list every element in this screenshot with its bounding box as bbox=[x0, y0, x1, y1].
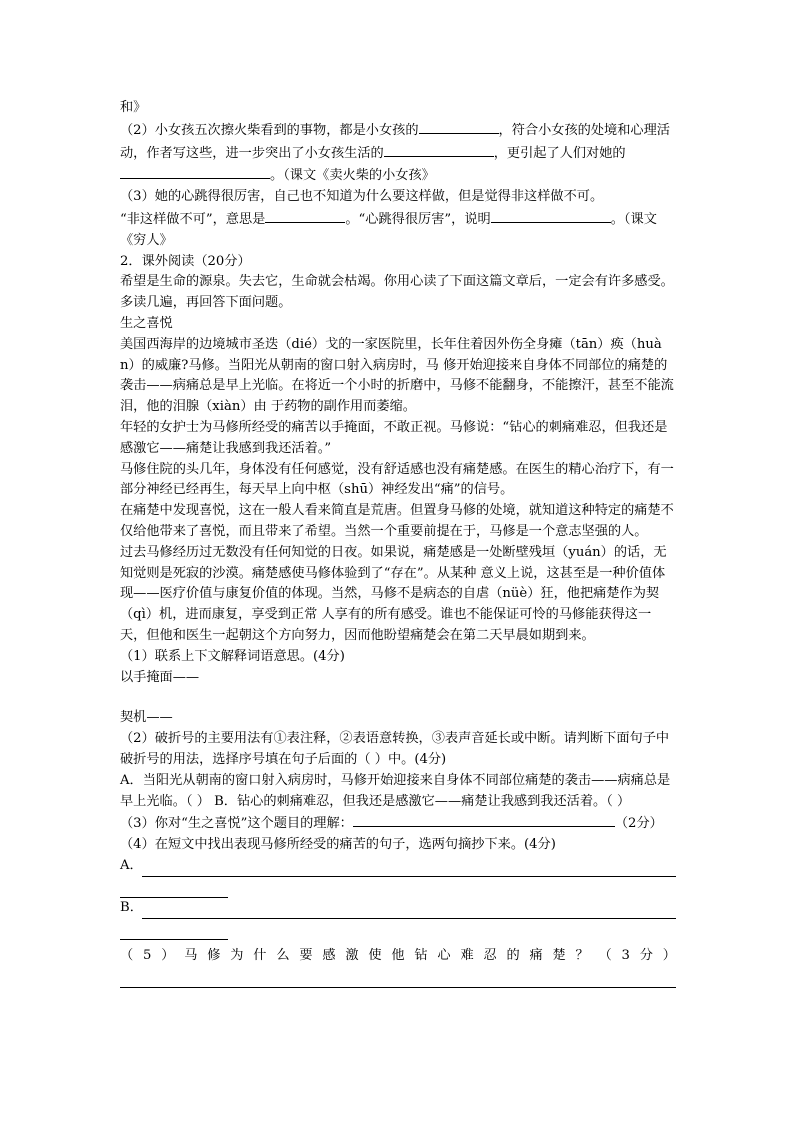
text-segment: ，符合小女孩的处境和心 bbox=[498, 122, 644, 138]
question-5-char: 3 bbox=[621, 947, 630, 963]
question-3 bbox=[120, 812, 676, 835]
document-page bbox=[120, 98, 676, 988]
answer-space[interactable] bbox=[120, 688, 676, 708]
question-5-char: 修 bbox=[207, 947, 221, 963]
text-segment: （3）她的心跳得很厉害，自己也不知道为什么要这样做，但是觉得非这样做不可。 bbox=[120, 189, 604, 205]
question-5-char: 什 bbox=[253, 947, 267, 963]
text-segment: （2分） bbox=[614, 816, 663, 832]
question-5-char: 他 bbox=[391, 947, 405, 963]
article-title: 生之喜悦 bbox=[120, 315, 173, 331]
answer-blank[interactable] bbox=[120, 164, 270, 179]
question-5-char: 难 bbox=[460, 947, 474, 963]
answer-line[interactable] bbox=[142, 860, 676, 877]
text-segment: 文《穷人》 bbox=[120, 211, 657, 248]
article-paragraph: 马修住院的头几年，身体没有任何感觉，没有舒适感也没有痛楚感。在医生的精心治疗下，有一部分神经已经再生，每天早上向中枢（shū）神经发出“痛”的信号。 bbox=[120, 461, 674, 498]
question-5-char: 感 bbox=[322, 947, 336, 963]
question-5-char: （ bbox=[598, 947, 612, 963]
answer-label: B． bbox=[120, 900, 143, 916]
question-5-char: 5 bbox=[143, 947, 152, 963]
question-5-char: ？ bbox=[575, 947, 589, 963]
question-5-char: 分 bbox=[639, 947, 653, 963]
answer-blank[interactable] bbox=[353, 812, 615, 827]
text-segment: （3）你对“生之喜悦”这个题目的理解： bbox=[120, 816, 353, 832]
intro-text bbox=[120, 272, 676, 314]
text-segment: （2）小女孩五次擦火柴看到的事物，都是小女孩的 bbox=[120, 122, 419, 138]
question-2-items: A．当阳光从朝南的窗口射入病房时，马修开始迎接来自身体不同部位痛楚的袭击——病痛总是早上光临。（ ） B．钻心的刺痛难忍，但我还是感激它——痛楚让我感到我还活着。（ ） bbox=[120, 772, 671, 809]
question-5-char: 心 bbox=[437, 947, 451, 963]
question-5-char: 痛 bbox=[529, 947, 543, 963]
answer-blank[interactable] bbox=[491, 208, 611, 223]
article-paragraph: 在痛楚中发现喜悦，这在一般人看来简直是荒唐。但置身马修的处境，就知道这种特定的痛楚不仅给他带来了喜悦，而且带来了希望。当然一个重要前提在于，马修是一个意志坚强的人。 bbox=[120, 503, 674, 539]
answer-row-b bbox=[120, 898, 676, 919]
question-1: （1）联系上下文解释词语意思。(4分) bbox=[120, 648, 345, 664]
question-5-char: 马 bbox=[184, 947, 198, 963]
question-5-char: （ bbox=[120, 947, 134, 963]
question-1-item: 契机—— bbox=[120, 710, 173, 726]
text-segment: 希望是生命的源泉。失去它，生命就会枯竭。你用心读了下面这篇文章后，一定会有许多感 bbox=[120, 274, 648, 290]
answer-row-a bbox=[120, 856, 676, 877]
question-5-char: 激 bbox=[345, 947, 359, 963]
question-2: （2）破折号的主要用法有①表注释，②表语意转换，③表声音延长或中断。请判断下面句子中破折号的用法，选择序号填在句子后面的（ ）中。(4分) bbox=[120, 731, 670, 767]
text-segment: 。（课文《卖火柴的小女孩》 bbox=[270, 168, 435, 184]
article-paragraph: 年轻的女护士为马修所经受的痛苦以手掩面，不敢正视。马修说：“钻心的刺痛难忍，但我还是感激它——痛楚让我感到我还活着。” bbox=[120, 419, 668, 456]
question-5-char: 钻 bbox=[414, 947, 428, 963]
question-5 bbox=[120, 946, 676, 967]
article-paragraph: 过去马修经历过无数没有任何知觉的日夜。如果说，痛楚感是一处断壁残垣（yuán）的话，无知觉则是死寂的沙漠。痛楚感使马修体验到了“存在”。从某种 意义上说，这甚至是一种价值体现——医疗价值与康复价值的体现。当然，马修不是病态的自虐（nüè）狂，他把痛楚作为契（qì）机，进而康复，享受到正常 人享有的所有感受。谁也不能保证可怜的马修能获得这一天，但他和医生一起朝这个方向努力，因而他盼望痛楚会在第二天早晨如期到来。 bbox=[120, 544, 667, 643]
text-segment: ，更引起了人们对她的 bbox=[493, 145, 626, 161]
question-5-char: 的 bbox=[506, 947, 520, 963]
answer-line[interactable] bbox=[120, 967, 676, 988]
question-5-char: 忍 bbox=[483, 947, 497, 963]
answer-blank[interactable] bbox=[419, 119, 499, 134]
section-heading: 2．课外阅读（20分） bbox=[120, 253, 251, 269]
question-5-char: ） bbox=[662, 947, 676, 963]
text-segment: 理活动，作者写这些，进一步突出了小女孩生活的 bbox=[120, 122, 670, 161]
text-line: 和》 bbox=[120, 100, 147, 115]
answer-line[interactable] bbox=[142, 902, 676, 919]
text-segment: “非这样做不可”，意思是 bbox=[120, 211, 266, 227]
question-5-char: 为 bbox=[230, 947, 244, 963]
text-segment: 。“心跳得很厉害”，说明 bbox=[345, 211, 491, 227]
answer-blank[interactable] bbox=[265, 208, 345, 223]
text-segment: 受。多读几遍，再回答下面问题。 bbox=[120, 274, 674, 311]
answer-line[interactable] bbox=[120, 877, 228, 898]
question-2-classroom bbox=[120, 119, 676, 187]
question-4: （4）在短文中找出表现马修所经受的痛苦的句子，选两句摘抄下来。(4分) bbox=[120, 837, 556, 853]
question-5-char: 要 bbox=[299, 947, 313, 963]
answer-line[interactable] bbox=[120, 919, 228, 940]
question-5-char: 么 bbox=[276, 947, 290, 963]
question-5-char: ） bbox=[161, 947, 175, 963]
question-3-classroom bbox=[120, 187, 676, 251]
question-5-char: 使 bbox=[368, 947, 382, 963]
question-1-item: 以手掩面—— bbox=[120, 669, 200, 685]
answer-label: A． bbox=[120, 858, 143, 874]
text-segment: 。（课 bbox=[610, 211, 644, 227]
answer-blank[interactable] bbox=[384, 142, 494, 157]
question-5-char: 楚 bbox=[552, 947, 566, 963]
article-paragraph: 美国西海岸的边境城市圣迭（dié）戈的一家医院里，长年住着因外伤全身瘫（tān）痪（huàn）的威廉?马修。当阳光从朝南的窗口射入病房时，马 修开始迎接来自身体不同部位的痛楚的袭击——病痛总是早上光临。在将近一个小时的折磨中，马修不能翻身，不能擦汗，甚至不能流泪，他的泪腺（xiàn）由 于药物的副作用而萎缩。 bbox=[120, 336, 674, 415]
